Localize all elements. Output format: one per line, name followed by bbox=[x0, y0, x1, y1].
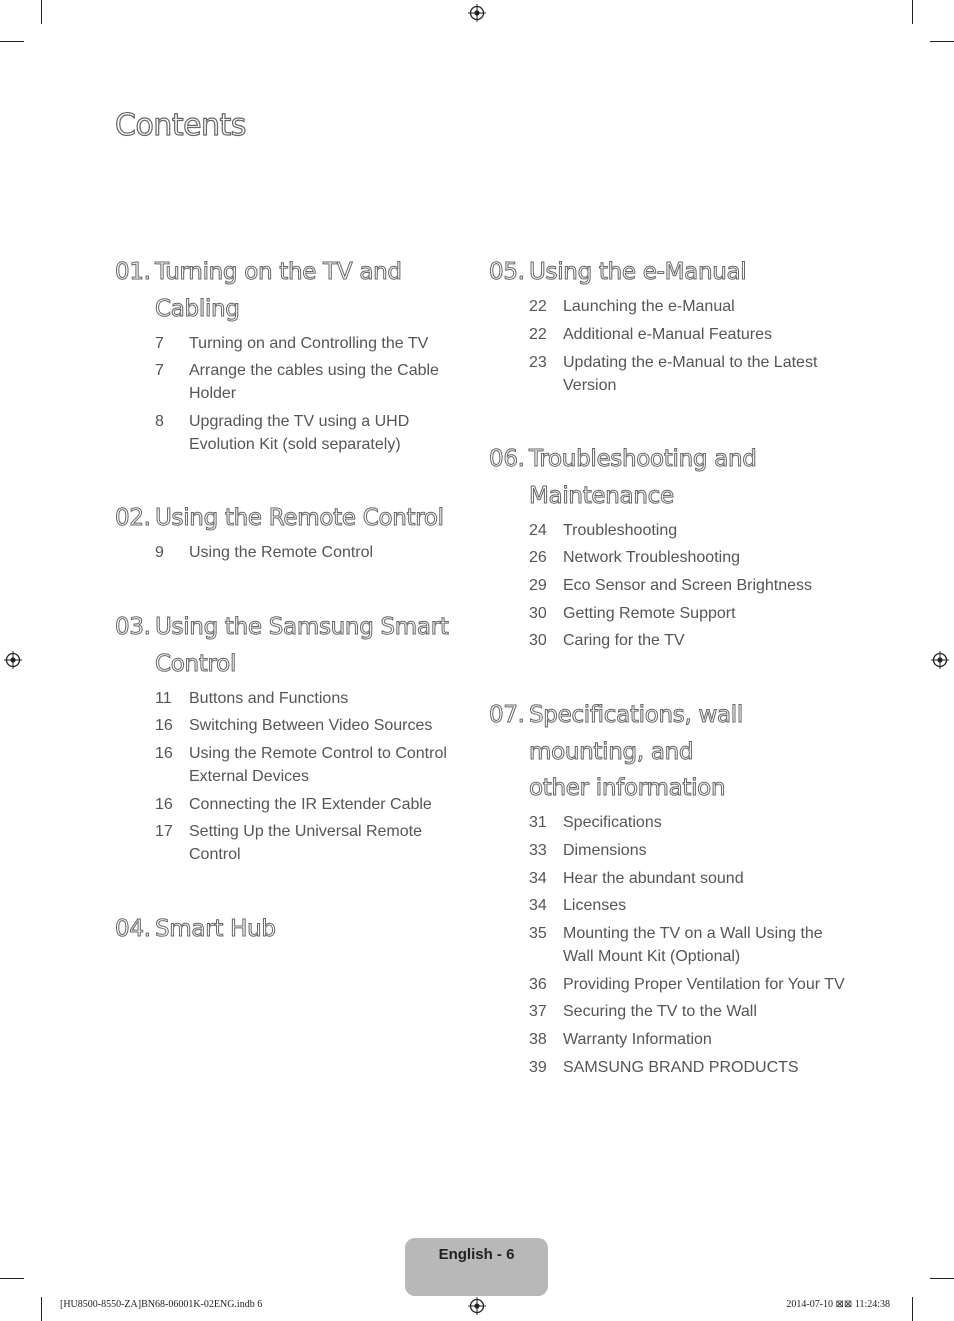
registration-mark-icon bbox=[468, 4, 486, 22]
toc-entry[interactable] bbox=[115, 714, 475, 737]
entry-page: 22 bbox=[529, 298, 547, 316]
toc-section-02 bbox=[115, 500, 475, 564]
section-title: Using the e-Manual bbox=[529, 259, 747, 285]
entry-text: Using the Remote Control to Control External Devices bbox=[189, 745, 447, 786]
entry-page: 29 bbox=[529, 577, 547, 595]
toc-entry[interactable] bbox=[489, 811, 849, 834]
section-title: Turning on the TV and Cabling bbox=[155, 259, 402, 322]
section-title: Smart Hub bbox=[155, 916, 276, 942]
toc-entry[interactable] bbox=[115, 410, 475, 456]
print-slug-filename: [HU8500-8550-ZA]BN68-06001K-02ENG.indb 6 bbox=[60, 1299, 263, 1310]
toc-entry[interactable] bbox=[489, 1000, 849, 1023]
toc-entry[interactable] bbox=[489, 295, 849, 318]
entry-page: 30 bbox=[529, 604, 547, 622]
entry-text: Providing Proper Ventilation for Your TV bbox=[563, 975, 845, 993]
page-number-label: English - 6 bbox=[438, 1246, 515, 1263]
entry-page: 31 bbox=[529, 814, 547, 832]
entry-page: 35 bbox=[529, 924, 547, 942]
toc-section-05 bbox=[489, 254, 849, 397]
registration-mark-icon bbox=[4, 651, 22, 669]
entry-text: Updating the e-Manual to the Latest Version bbox=[563, 353, 818, 394]
entry-text: Troubleshooting bbox=[563, 521, 678, 539]
toc-section-07 bbox=[489, 697, 849, 1079]
toc-entry[interactable] bbox=[489, 1056, 849, 1079]
toc-entry[interactable] bbox=[489, 839, 849, 862]
entry-page: 34 bbox=[529, 897, 547, 915]
toc-entry[interactable] bbox=[115, 687, 475, 710]
section-number: 06. bbox=[489, 446, 525, 472]
entry-text: Dimensions bbox=[563, 841, 647, 859]
registration-mark-icon bbox=[468, 1297, 486, 1315]
entry-text: Turning on and Controlling the TV bbox=[189, 334, 429, 352]
registration-mark-icon bbox=[931, 651, 949, 669]
crop-mark bbox=[912, 0, 913, 24]
entry-page: 17 bbox=[155, 823, 173, 841]
entry-page: 8 bbox=[155, 413, 164, 431]
section-heading[interactable] bbox=[489, 254, 849, 291]
toc-entry-list bbox=[115, 687, 475, 867]
toc-entry[interactable] bbox=[489, 1028, 849, 1051]
toc-entry[interactable] bbox=[115, 332, 475, 355]
section-number: 02. bbox=[115, 505, 151, 531]
section-heading[interactable] bbox=[115, 609, 475, 682]
entry-text: Specifications bbox=[563, 814, 662, 832]
toc-entry[interactable] bbox=[489, 351, 849, 397]
toc-entry[interactable] bbox=[115, 742, 475, 788]
toc-entry-list bbox=[489, 295, 849, 396]
toc-section-01 bbox=[115, 254, 475, 456]
section-number: 01. bbox=[115, 259, 151, 285]
entry-text: Securing the TV to the Wall bbox=[563, 1003, 757, 1021]
entry-text: Mounting the TV on a Wall Using the Wall Mount Kit (Optional) bbox=[563, 924, 823, 965]
entry-page: 7 bbox=[155, 334, 164, 352]
entry-page: 11 bbox=[155, 689, 172, 707]
entry-text: Setting Up the Universal Remote Control bbox=[189, 823, 422, 864]
section-title: Using the Samsung Smart Control bbox=[155, 614, 449, 677]
entry-text: Arrange the cables using the Cable Holder bbox=[189, 362, 439, 403]
entry-page: 39 bbox=[529, 1058, 547, 1076]
entry-text: SAMSUNG BRAND PRODUCTS bbox=[563, 1058, 799, 1076]
toc-entry[interactable] bbox=[115, 359, 475, 405]
crop-mark bbox=[0, 41, 24, 42]
section-number: 05. bbox=[489, 259, 525, 285]
entry-text: Launching the e-Manual bbox=[563, 298, 735, 316]
crop-mark bbox=[41, 1297, 42, 1321]
entry-page: 37 bbox=[529, 1003, 547, 1021]
crop-mark bbox=[41, 0, 42, 24]
toc-entry[interactable] bbox=[489, 323, 849, 346]
entry-page: 7 bbox=[155, 362, 164, 380]
toc-entry[interactable] bbox=[489, 973, 849, 996]
page-title: Contents bbox=[115, 108, 246, 143]
entry-text: Eco Sensor and Screen Brightness bbox=[563, 577, 813, 595]
entry-text: Switching Between Video Sources bbox=[189, 717, 433, 735]
entry-text: Buttons and Functions bbox=[189, 689, 349, 707]
entry-text: Using the Remote Control bbox=[189, 544, 374, 562]
crop-mark bbox=[930, 41, 954, 42]
section-number: 04. bbox=[115, 916, 151, 942]
toc-entry[interactable] bbox=[489, 894, 849, 917]
crop-mark bbox=[912, 1297, 913, 1321]
toc-entry[interactable] bbox=[489, 546, 849, 569]
crop-mark bbox=[930, 1278, 954, 1279]
toc-entry[interactable] bbox=[489, 602, 849, 625]
entry-text: Hear the abundant sound bbox=[563, 869, 744, 887]
toc-entry-list bbox=[115, 332, 475, 456]
entry-text: Connecting the IR Extender Cable bbox=[189, 795, 432, 813]
print-slug-timestamp: 2014-07-10 ⊠⊠ 11:24:38 bbox=[786, 1299, 890, 1310]
section-number: 03. bbox=[115, 614, 151, 640]
entry-page: 16 bbox=[155, 795, 173, 813]
entry-page: 16 bbox=[155, 717, 173, 735]
toc-entry[interactable] bbox=[115, 820, 475, 866]
crop-mark bbox=[0, 1278, 24, 1279]
entry-page: 23 bbox=[529, 353, 547, 371]
section-heading[interactable] bbox=[489, 441, 849, 514]
section-title: Specifications, wall mounting, and other information bbox=[529, 702, 743, 801]
toc-entry[interactable] bbox=[489, 867, 849, 890]
toc-entry-list bbox=[489, 519, 849, 653]
toc-entry[interactable] bbox=[489, 922, 849, 968]
entry-page: 24 bbox=[529, 521, 547, 539]
entry-page: 22 bbox=[529, 325, 547, 343]
toc-entry-list bbox=[489, 811, 849, 1079]
entry-page: 9 bbox=[155, 544, 164, 562]
entry-text: Network Troubleshooting bbox=[563, 549, 740, 567]
toc-section-06 bbox=[489, 441, 849, 652]
toc-entry[interactable] bbox=[489, 574, 849, 597]
entry-page: 26 bbox=[529, 549, 547, 567]
entry-page: 36 bbox=[529, 975, 547, 993]
section-heading[interactable] bbox=[115, 500, 475, 537]
toc-entry-list bbox=[115, 541, 475, 564]
entry-text: Caring for the TV bbox=[563, 632, 685, 650]
entry-page: 16 bbox=[155, 745, 173, 763]
entry-text: Warranty Information bbox=[563, 1031, 712, 1048]
entry-page: 38 bbox=[529, 1031, 547, 1048]
entry-page: 30 bbox=[529, 632, 547, 650]
section-title: Troubleshooting and Maintenance bbox=[529, 446, 757, 509]
section-heading[interactable] bbox=[115, 911, 475, 948]
section-number: 07. bbox=[489, 702, 525, 728]
toc-entry[interactable] bbox=[115, 793, 475, 816]
section-title: Using the Remote Control bbox=[155, 505, 444, 531]
section-heading[interactable] bbox=[489, 697, 849, 807]
toc-entry[interactable] bbox=[489, 519, 849, 542]
toc-entry[interactable] bbox=[115, 541, 475, 564]
toc-section-03 bbox=[115, 609, 475, 866]
toc-entry[interactable] bbox=[489, 629, 849, 652]
entry-text: Additional e-Manual Features bbox=[563, 325, 773, 343]
toc-section-04 bbox=[115, 911, 475, 948]
entry-page: 34 bbox=[529, 869, 547, 887]
entry-page: 33 bbox=[529, 841, 547, 859]
entry-text: Licenses bbox=[563, 897, 627, 915]
entry-text: Getting Remote Support bbox=[563, 604, 736, 622]
section-heading[interactable] bbox=[115, 254, 475, 327]
entry-text: Upgrading the TV using a UHD Evolution Kit (sold separately) bbox=[189, 413, 410, 454]
